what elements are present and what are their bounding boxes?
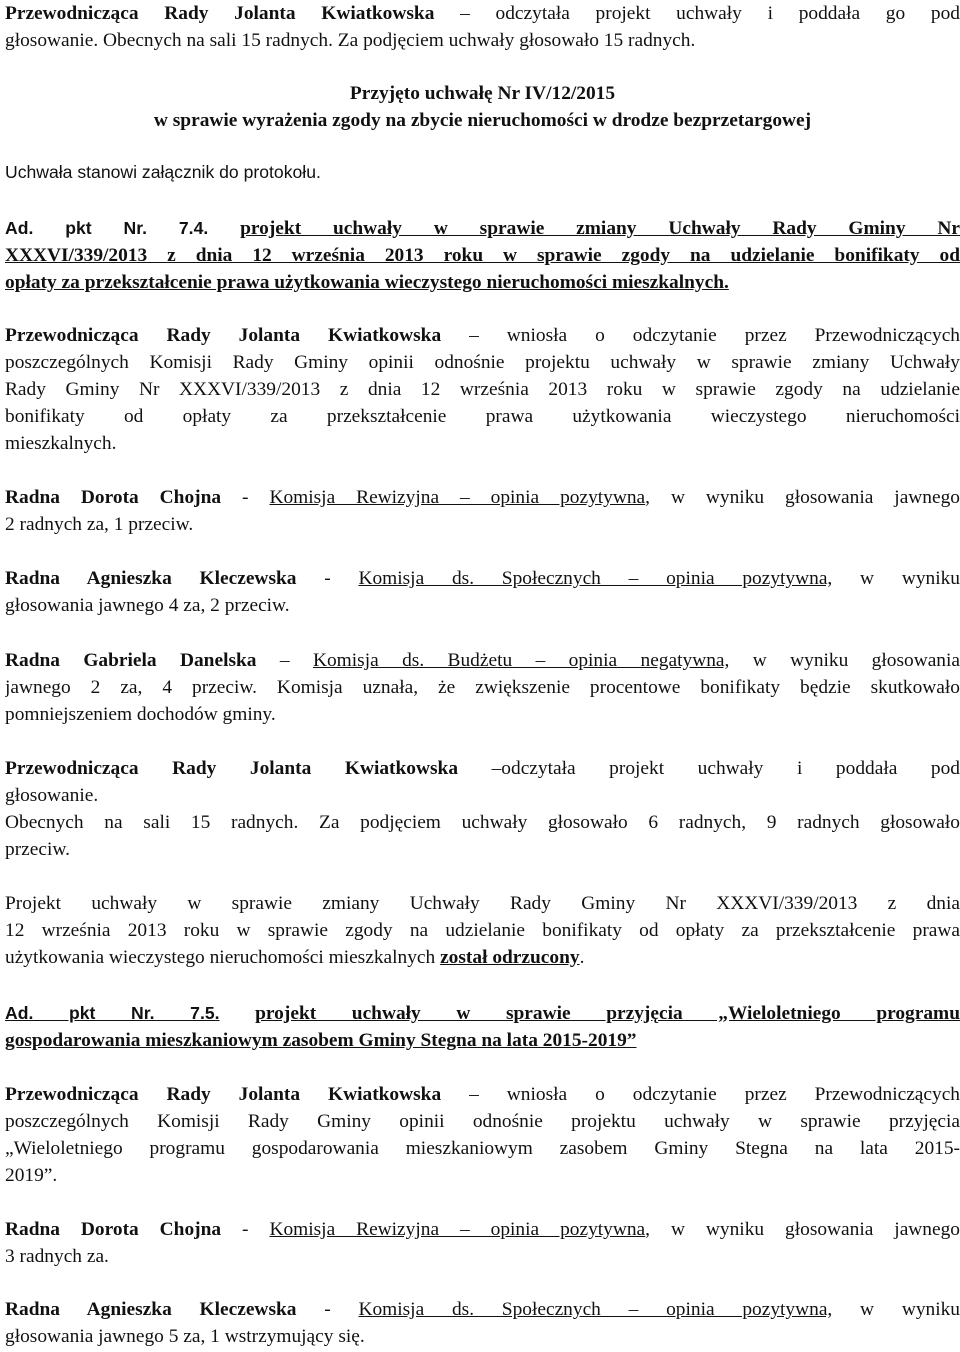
item-7-5-heading-line-2: gospodarowania mieszkaniowym zasobem Gminy Stegna na lata 2015-2019”	[5, 1030, 637, 1051]
councillor-name: Radna Dorota Chojna	[5, 1219, 222, 1240]
item-7-5-number: Ad. pkt Nr. 7.5.	[5, 1003, 220, 1023]
item-7-5-intro-line-3: „Wieloletniego programu gospodarowania mieszkaniowym zasobem Gminy Stegna na lata 2015-	[5, 1138, 960, 1159]
item-7-4-intro-line-2: poszczególnych Komisji Rady Gminy opinii odnośnie projektu uchwały w sprawie zmiany Uchwały	[5, 352, 960, 373]
councillor-name: Radna Agnieszka Kleczewska	[5, 568, 297, 589]
item-7-4-number: Ad. pkt Nr. 7.4.	[5, 218, 209, 238]
item-7-4-reading-line-3: Obecnych na sali 15 radnych. Za podjęciem uchwały głosowało 6 radnych, 9 radnych głosowało	[5, 812, 960, 833]
item-7-4-reading-line-1: Przewodnicząca Rady Jolanta Kwiatkowska –odczytała projekt uchwały i poddała pod	[5, 758, 960, 779]
item-7-4-result-line-2: 12 września 2013 roku w sprawie zgody na udzielanie bonifikaty od opłaty za przekształcenie prawa	[5, 920, 960, 941]
speaker-name: Przewodnicząca Rady Jolanta Kwiatkowska	[5, 3, 435, 24]
speaker-name: Przewodnicząca Rady Jolanta Kwiatkowska	[5, 1084, 442, 1105]
committee-opinion: Komisja ds. Budżetu – opinia negatywna,	[312, 650, 730, 671]
item-7-4-intro-line-1: Przewodnicząca Rady Jolanta Kwiatkowska – wniosła o odczytanie przez Przewodniczących	[5, 325, 960, 346]
item-7-5-heading-line-1: Ad. pkt Nr. 7.5. projekt uchwały w sprawie przyjęcia „Wieloletniego programu	[5, 1003, 960, 1024]
resolution-subtitle: w sprawie wyrażenia zgody na zbycie nieruchomości w drodze bezprzetargowej	[153, 110, 812, 131]
committee-opinion: Komisja Rewizyjna – opinia pozytywna	[269, 1219, 646, 1240]
item-7-5-opinion-2-line-1: Radna Agnieszka Kleczewska - Komisja ds. Społecznych – opinia pozytywna, w wyniku	[5, 1299, 960, 1320]
committee-opinion: Komisja ds. Społecznych – opinia pozytywna,	[358, 1299, 833, 1320]
item-7-4-reading-line-4: przeciw.	[5, 839, 70, 860]
resolution-note: Uchwała stanowi załącznik do protokołu.	[5, 162, 321, 182]
item-7-5-opinion-1-line-1: Radna Dorota Chojna - Komisja Rewizyjna – opinia pozytywna, w wyniku głosowania jawnego	[5, 1219, 960, 1240]
item-7-4-opinion-1-line-1: Radna Dorota Chojna - Komisja Rewizyjna – opinia pozytywna, w wyniku głosowania jawnego	[5, 487, 960, 508]
item-7-4-heading-line-1: Ad. pkt Nr. 7.4. projekt uchwały w sprawie zmiany Uchwały Rady Gminy Nr	[5, 218, 960, 239]
committee-opinion: Komisja Rewizyjna – opinia pozytywna	[269, 487, 646, 508]
item-7-4-opinion-3-line-1: Radna Gabriela Danelska – Komisja ds. Budżetu – opinia negatywna, w wyniku głosowania	[5, 650, 960, 671]
item-7-4-heading-line-2: XXXVI/339/2013 z dnia 12 września 2013 roku w sprawie zgody na udzielanie bonifikaty od	[5, 245, 960, 266]
councillor-name: Radna Gabriela Danelska	[5, 650, 257, 671]
resolution-title: Przyjęto uchwałę Nr IV/12/2015	[349, 83, 616, 104]
item-7-4-opinion-2-line-1: Radna Agnieszka Kleczewska - Komisja ds. Społecznych – opinia pozytywna, w wyniku	[5, 568, 960, 589]
item-7-4-opinion-3-line-2: jawnego 2 za, 4 przeciw. Komisja uznała, że zwiększenie procentowe bonifikaty będzie skutkowało	[5, 677, 960, 698]
committee-opinion: Komisja ds. Społecznych – opinia pozytywna,	[358, 568, 833, 589]
speaker-name: Przewodnicząca Rady Jolanta Kwiatkowska	[5, 758, 459, 779]
item-7-4-intro-line-5: mieszkalnych.	[5, 433, 117, 454]
item-7-4-opinion-3-line-3: pomniejszeniem dochodów gminy.	[5, 704, 276, 725]
item-7-5-intro-line-4: 2019”.	[5, 1165, 58, 1186]
item-7-4-result-line-1: Projekt uchwały w sprawie zmiany Uchwały Rady Gminy Nr XXXVI/339/2013 z dnia	[5, 893, 960, 914]
speaker-name: Przewodnicząca Rady Jolanta Kwiatkowska	[5, 325, 442, 346]
item-7-4-opinion-1-line-2: 2 radnych za, 1 przeciw.	[5, 514, 194, 535]
top-paragraph-line-2: głosowanie. Obecnych na sali 15 radnych. Za podjęciem uchwały głosowało 15 radnych.	[5, 30, 696, 51]
item-7-4-intro-line-3: Rady Gminy Nr XXXVI/339/2013 z dnia 12 września 2013 roku w sprawie zgody na udzielanie	[5, 379, 960, 400]
councillor-name: Radna Agnieszka Kleczewska	[5, 1299, 297, 1320]
item-7-4-intro-line-4: bonifikaty od opłaty za przekształcenie prawa użytkowania wieczystego nieruchomości	[5, 406, 960, 427]
item-7-4-opinion-2-line-2: głosowania jawnego 4 za, 2 przeciw.	[5, 595, 290, 616]
top-paragraph-line-1: Przewodnicząca Rady Jolanta Kwiatkowska – odczytała projekt uchwały i poddała go pod	[5, 3, 960, 24]
item-7-4-heading-line-3: opłaty za przekształcenie prawa użytkowania wieczystego nieruchomości mieszkalnych.	[5, 272, 729, 293]
item-7-5-intro-line-2: poszczególnych Komisji Rady Gminy opinii odnośnie projektu uchwały w sprawie przyjęcia	[5, 1111, 960, 1132]
councillor-name: Radna Dorota Chojna	[5, 487, 222, 508]
item-7-4-reading-line-2: głosowanie.	[5, 785, 99, 806]
item-7-5-intro-line-1: Przewodnicząca Rady Jolanta Kwiatkowska – wniosła o odczytanie przez Przewodniczących	[5, 1084, 960, 1105]
item-7-4-result-line-3: użytkowania wieczystego nieruchomości mieszkalnych został odrzucony.	[5, 947, 585, 968]
result-verdict: został odrzucony	[440, 947, 580, 968]
item-7-5-opinion-2-line-2: głosowania jawnego 5 za, 1 wstrzymujący się.	[5, 1326, 365, 1347]
item-7-5-opinion-1-line-2: 3 radnych za.	[5, 1246, 109, 1267]
